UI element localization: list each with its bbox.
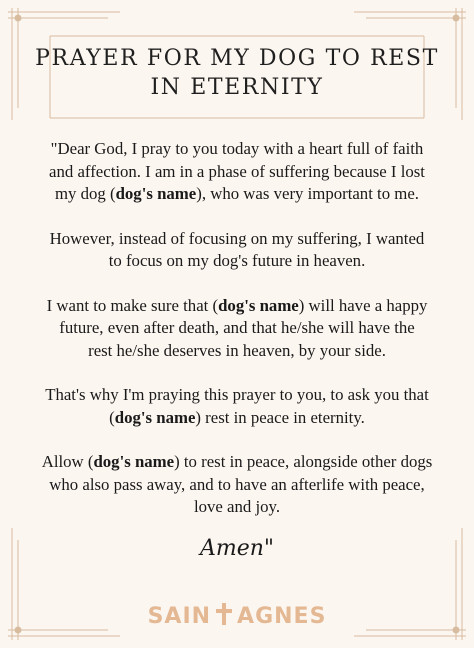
paragraph-1 [30,138,444,206]
text-fragment: my dog ( [54,184,116,203]
paragraph-line: future, even after death, and that he/she will have the [59,318,415,337]
text-fragment: ), who was very important to me. [196,184,420,203]
dog-name-placeholder: dog's name [218,295,299,315]
paragraph-line: love and joy. [193,497,281,516]
page-title [30,44,444,102]
paragraph-line: That's why I'm praying this prayer to you, to ask you that [45,385,429,404]
cross-icon [213,602,235,626]
paragraph-line: and affection. I am in a phase of suffering because I lost [49,161,425,181]
dog-name-placeholder: dog's name [93,452,175,471]
paragraph-3 [30,295,444,363]
title-line-1: PRAYER FOR MY DOG TO REST [35,46,439,71]
text-fragment: I want to make sure that ( [46,295,219,315]
dog-name-placeholder: dog's name [114,407,196,427]
text-fragment: ) will have a happy [298,295,428,315]
logo-text-left: SAIN [147,604,212,629]
paragraph-line: to focus on my dog's future in heaven. [108,251,366,270]
paragraph-line: rest he/she deserves in heaven, by your side. [88,340,386,360]
paragraph-line: "Dear God, I pray to you today with a heart full of faith [50,139,424,158]
paragraph-4 [30,384,444,429]
text-fragment: ) to rest in peace, alongside other dogs [174,452,433,471]
text-fragment: ( [109,407,115,427]
prayer-body [30,138,444,541]
paragraph-line: However, instead of focusing on my suffering, I wanted [49,228,425,248]
text-fragment: ) rest in peace in eternity. [195,407,365,427]
logo-text-right: AGNES [237,604,327,629]
paragraph-2 [30,228,444,273]
title-line-2: IN ETERNITY [150,75,324,100]
amen-signature: Amen" [199,536,275,561]
paragraph-line [30,295,444,318]
paragraph-line: who also pass away, and to have an afterlife with peace, [49,474,425,494]
paragraph-5 [30,451,444,519]
dog-name-placeholder: dog's name [115,184,197,203]
paragraph-line [30,451,444,474]
text-fragment: Allow ( [41,452,94,471]
saint-agnes-logo [0,602,474,629]
paragraph-line [30,407,444,430]
paragraph-line [30,183,444,206]
